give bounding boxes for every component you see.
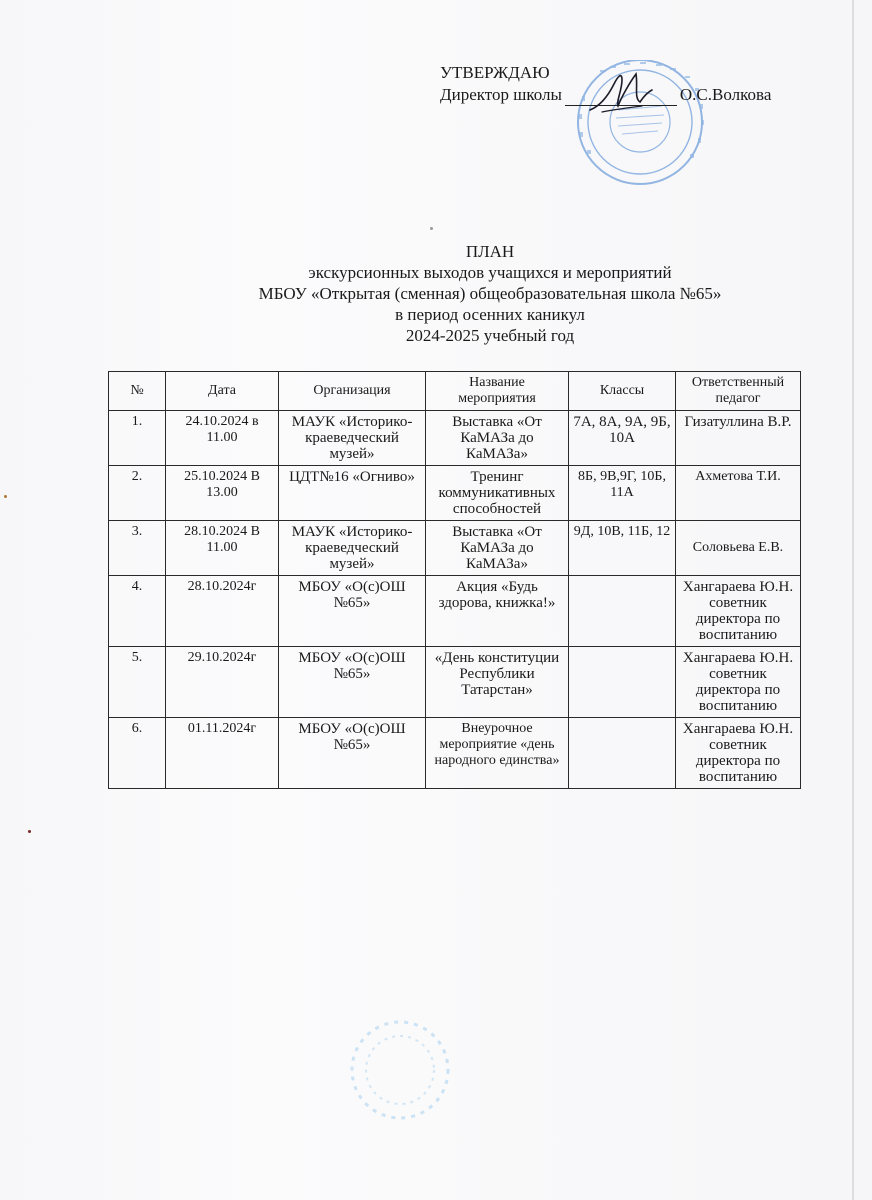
cell-event: «День конституции Республики Татарстан» [426, 647, 569, 718]
cell-organization: МБОУ «О(с)ОШ №65» [279, 718, 426, 789]
cell-organization: МБОУ «О(с)ОШ №65» [279, 647, 426, 718]
cell-event: Акция «Будь здорова, книжка!» [426, 576, 569, 647]
cell-teacher: Гизатуллина В.Р. [676, 411, 801, 466]
cell-num: 5. [109, 647, 166, 718]
table-row [109, 647, 801, 718]
cell-classes [569, 576, 676, 647]
cell-date: 24.10.2024 в 11.00 [166, 411, 279, 466]
cell-classes: 9Д, 10В, 11Б, 12 [569, 521, 676, 576]
header-date: Дата [166, 372, 279, 411]
heading-school: МБОУ «Открытая (сменная) общеобразовательная школа №65» [258, 284, 722, 303]
header-organization: Организация [279, 372, 426, 411]
table-row [109, 466, 801, 521]
cell-date: 28.10.2024 В 11.00 [166, 521, 279, 576]
cell-teacher: Соловьева Е.В. [676, 521, 801, 576]
cell-teacher: Хангараева Ю.Н. советник директора по воспитанию [676, 718, 801, 789]
header-num: № [109, 372, 166, 411]
header-event: Название мероприятия [426, 372, 569, 411]
cell-teacher: Хангараева Ю.Н. советник директора по воспитанию [676, 647, 801, 718]
header-teacher: Ответственный педагог [676, 372, 801, 411]
table-header-row [109, 372, 801, 411]
cell-classes: 8Б, 9В,9Г, 10Б, 11А [569, 466, 676, 521]
cell-num: 2. [109, 466, 166, 521]
cell-classes [569, 718, 676, 789]
cell-date: 29.10.2024г [166, 647, 279, 718]
cell-event: Тренинг коммуникативных способностей [426, 466, 569, 521]
header-classes: Классы [569, 372, 676, 411]
cell-event: Внеурочное мероприятие «день народного единства» [426, 718, 569, 789]
heading-year: 2024-2025 учебный год [405, 326, 575, 345]
cell-classes: 7А, 8А, 9А, 9Б, 10А [569, 411, 676, 466]
cell-teacher: Ахметова Т.И. [676, 466, 801, 521]
page-edge [852, 0, 854, 1200]
faded-stamp-icon [345, 1015, 455, 1125]
table-row [109, 521, 801, 576]
cell-event: Выставка «От КаМАЗа до КаМАЗа» [426, 521, 569, 576]
speck [430, 227, 433, 230]
cell-num: 6. [109, 718, 166, 789]
cell-organization: МБОУ «О(с)ОШ №65» [279, 576, 426, 647]
speck [28, 830, 31, 833]
approval-position: Директор школы [440, 85, 562, 104]
table-row [109, 411, 801, 466]
cell-organization: МАУК «Историко-краеведческий музей» [279, 411, 426, 466]
heading-subtitle: экскурсионных выходов учащихся и мероприятий [308, 263, 672, 282]
cell-teacher: Хангараева Ю.Н. советник директора по воспитанию [676, 576, 801, 647]
cell-organization: МАУК «Историко-краеведческий музей» [279, 521, 426, 576]
table-row [109, 576, 801, 647]
approval-title: УТВЕРЖДАЮ [440, 63, 550, 82]
cell-num: 4. [109, 576, 166, 647]
cell-date: 28.10.2024г [166, 576, 279, 647]
cell-event: Выставка «От КаМАЗа до КаМАЗа» [426, 411, 569, 466]
cell-organization: ЦДТ№16 «Огниво» [279, 466, 426, 521]
cell-num: 3. [109, 521, 166, 576]
plan-table [108, 371, 801, 789]
heading-title: ПЛАН [465, 242, 515, 261]
approval-signatory: О.С.Волкова [679, 85, 772, 104]
handwritten-signature-icon [582, 66, 662, 118]
heading-period: в период осенних каникул [395, 305, 585, 324]
cell-num: 1. [109, 411, 166, 466]
cell-date: 25.10.2024 В 13.00 [166, 466, 279, 521]
cell-classes [569, 647, 676, 718]
speck [4, 495, 7, 498]
document-heading [0, 241, 872, 346]
cell-date: 01.11.2024г [166, 718, 279, 789]
table-row [109, 718, 801, 789]
